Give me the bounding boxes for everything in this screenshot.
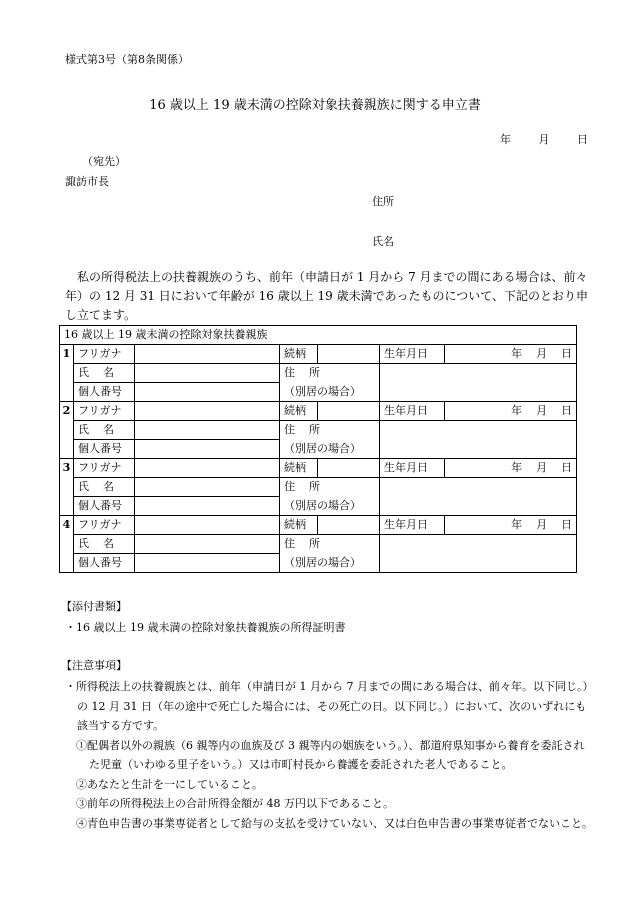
name-field[interactable] <box>135 535 280 554</box>
date-day-unit: 日 <box>577 133 588 146</box>
furigana-label: フリガナ <box>74 402 135 421</box>
row-number: 3 <box>60 459 74 478</box>
address-label: 住 所 <box>280 421 380 440</box>
dependents-table <box>59 325 577 573</box>
applicant-name-label: 氏名 <box>372 235 394 248</box>
note-item: ③前年の所得税法上の合計所得金額が 48 万円以下であること。 <box>76 797 394 810</box>
name-field[interactable] <box>135 478 280 497</box>
row-number-spacer <box>60 535 74 554</box>
name-label: 氏 名 <box>74 478 135 497</box>
statement-text: 私の所得税法上の扶養親族のうち、前年（申請日が 1 月から 7 月までの間にある場合は、前々年）の 12 月 31 日において年齢が 16 歳以上 19 歳未満であったものについて、下記のとおり申し立てます。 <box>65 270 588 322</box>
note-item: ④青色申告書の事業専従者として給与の支払を受けていない、又は白色申告書の事業専従者でないこと。 <box>76 816 593 830</box>
birth-date-field[interactable]: 年 月 日 <box>445 516 577 535</box>
row-number-spacer <box>60 421 74 440</box>
furigana-label: フリガナ <box>74 345 135 364</box>
id-field[interactable] <box>135 554 280 573</box>
birth-date-field[interactable]: 年 月 日 <box>445 402 577 421</box>
id-field[interactable] <box>135 497 280 516</box>
id-field[interactable] <box>135 383 280 402</box>
name-label: 氏 名 <box>74 364 135 383</box>
table-row <box>60 345 577 364</box>
table-row <box>60 364 577 383</box>
table-row <box>60 402 577 421</box>
id-label: 個人番号 <box>74 440 135 459</box>
table-row <box>60 516 577 535</box>
birth-date-field[interactable]: 年 月 日 <box>445 345 577 364</box>
note-main-text: ・所得税法上の扶養親族とは、前年（申請日が 1 月から 7 月までの間にある場合は、前々年。以下同じ。）の 12 月 31 日（年の途中で死亡した場合には、その死亡の日。以下同じ。）において、次のいずれにも該当する方です。 <box>65 680 594 732</box>
birth-label: 生年月日 <box>380 345 445 364</box>
address-field[interactable] <box>380 421 577 459</box>
furigana-field[interactable] <box>135 345 280 364</box>
note-item: ②あなたと生計を一にしていること。 <box>76 777 263 791</box>
notes-heading: 【注意事項】 <box>61 659 127 672</box>
date-year-unit: 年 <box>500 133 511 146</box>
relation-field[interactable] <box>318 516 380 535</box>
row-number: 1 <box>60 345 74 364</box>
birth-label: 生年月日 <box>380 459 445 478</box>
name-field[interactable] <box>135 364 280 383</box>
table-row <box>60 459 577 478</box>
note-item: ①配偶者以外の親族（6 親等内の血族及び 3 親等内の姻族をいう。）、都道府県知事から養育を委託された児童（いわゆる里子をいう。）又は市町村長から養護を委託された老人であること。 <box>76 738 585 771</box>
row-number-spacer <box>60 383 74 402</box>
address-label: 住 所 <box>280 364 380 383</box>
address-label: 住 所 <box>280 478 380 497</box>
form-label: 様式第3号（第8条関係） <box>65 53 189 66</box>
relation-field[interactable] <box>318 402 380 421</box>
furigana-field[interactable] <box>135 402 280 421</box>
table-caption: 16 歳以上 19 歳未満の控除対象扶養親族 <box>60 326 577 345</box>
address-field[interactable] <box>380 535 577 573</box>
name-label: 氏 名 <box>74 535 135 554</box>
id-label: 個人番号 <box>74 554 135 573</box>
mayor-label: 諏訪市長 <box>65 175 109 188</box>
separate-label: （別居の場合） <box>280 440 380 459</box>
separate-label: （別居の場合） <box>280 554 380 573</box>
applicant-address-label: 住所 <box>372 195 394 208</box>
relation-label: 続柄 <box>280 516 318 535</box>
birth-label: 生年月日 <box>380 516 445 535</box>
relation-label: 続柄 <box>280 345 318 364</box>
relation-label: 続柄 <box>280 459 318 478</box>
relation-label: 続柄 <box>280 402 318 421</box>
row-number-spacer <box>60 497 74 516</box>
id-field[interactable] <box>135 440 280 459</box>
date-month-unit: 月 <box>538 133 550 146</box>
separate-label: （別居の場合） <box>280 383 380 402</box>
name-field[interactable] <box>135 421 280 440</box>
birth-label: 生年月日 <box>380 402 445 421</box>
address-field[interactable] <box>380 364 577 402</box>
addressee-label: （宛先） <box>82 155 126 168</box>
furigana-label: フリガナ <box>74 516 135 535</box>
document-title: 16 歳以上 19 歳未満の控除対象扶養親族に関する申立書 <box>149 98 481 113</box>
relation-field[interactable] <box>318 459 380 478</box>
row-number-spacer <box>60 554 74 573</box>
relation-field[interactable] <box>318 345 380 364</box>
table-row <box>60 421 577 440</box>
row-number-spacer <box>60 364 74 383</box>
attachments-heading: 【添付書類】 <box>61 600 127 613</box>
row-number: 2 <box>60 402 74 421</box>
notes-body <box>65 677 595 833</box>
birth-date-field[interactable]: 年 月 日 <box>445 459 577 478</box>
address-field[interactable] <box>380 478 577 516</box>
name-label: 氏 名 <box>74 421 135 440</box>
table-row <box>60 478 577 497</box>
attachments-item: ・16 歳以上 19 歳未満の控除対象扶養親族の所得証明書 <box>65 621 346 634</box>
id-label: 個人番号 <box>74 497 135 516</box>
table-row <box>60 535 577 554</box>
id-label: 個人番号 <box>74 383 135 402</box>
row-number: 4 <box>60 516 74 535</box>
furigana-label: フリガナ <box>74 459 135 478</box>
furigana-field[interactable] <box>135 459 280 478</box>
separate-label: （別居の場合） <box>280 497 380 516</box>
submission-date <box>500 131 588 147</box>
address-label: 住 所 <box>280 535 380 554</box>
row-number-spacer <box>60 440 74 459</box>
row-number-spacer <box>60 478 74 497</box>
furigana-field[interactable] <box>135 516 280 535</box>
